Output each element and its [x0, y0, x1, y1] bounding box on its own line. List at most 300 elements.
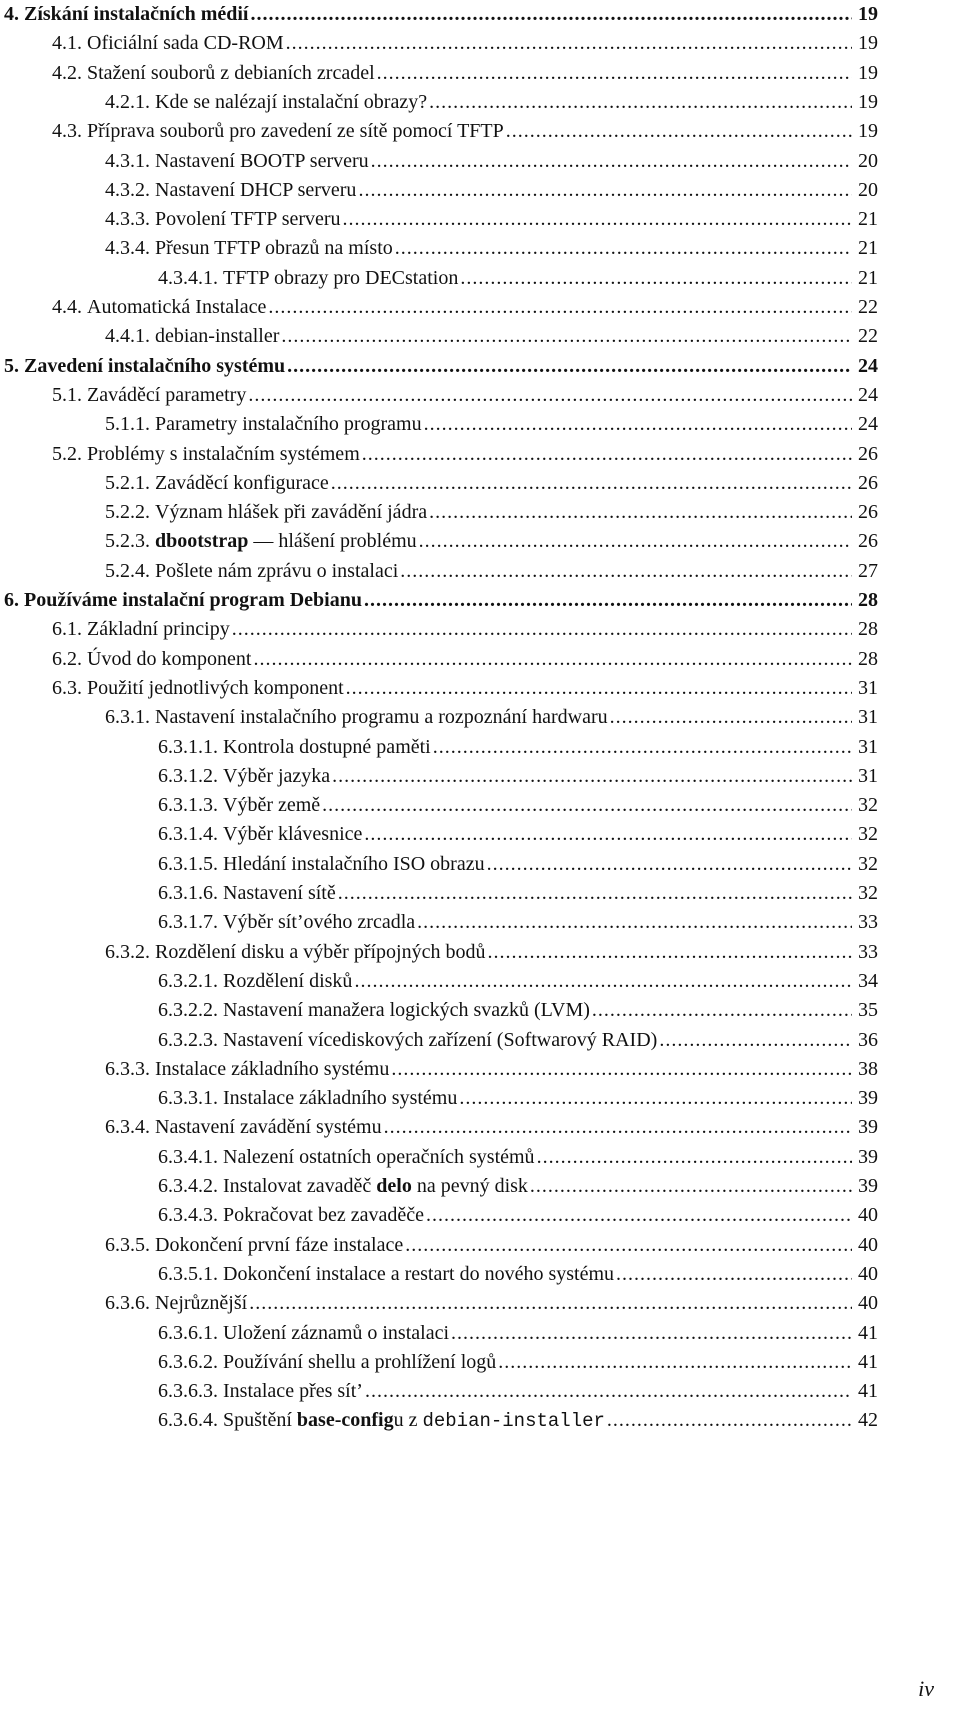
toc-entry[interactable]	[105, 469, 878, 497]
dot-leader	[487, 850, 852, 878]
toc-entry-title-part: Nastavení instalačního programu a rozpoznání hardwaru	[155, 706, 608, 729]
toc-entry[interactable]	[158, 879, 878, 907]
toc-entry[interactable]	[158, 908, 878, 936]
toc-entry-number: 6.3.1.2.	[158, 764, 218, 787]
toc-entry-title-part: Automatická Instalace	[87, 296, 267, 318]
toc-entry-title	[155, 527, 417, 555]
toc-entry-title	[223, 1172, 528, 1200]
toc-entry-page: 28	[858, 618, 878, 641]
toc-entry-title	[87, 29, 284, 57]
dot-leader	[592, 996, 852, 1024]
toc-entry-title-part: Výběr země	[223, 794, 321, 817]
dot-leader	[346, 674, 852, 702]
toc-entry-title-part: debian-installer	[155, 325, 280, 348]
toc-entry-number: 5.2.1.	[105, 471, 150, 494]
dot-leader	[384, 1113, 852, 1141]
dot-leader	[251, 0, 853, 28]
dot-leader	[338, 879, 852, 907]
toc-entry-title	[223, 908, 415, 936]
toc-entry-title-part: Parametry instalačního programu	[155, 413, 422, 436]
toc-entry-title-part: Význam hlášek při zavádění jádra	[155, 501, 428, 524]
toc-entry-title	[223, 1319, 449, 1347]
toc-entry[interactable]	[105, 205, 878, 233]
toc-entry[interactable]	[158, 820, 878, 848]
dot-leader	[459, 1084, 852, 1112]
toc-entry-title-part: Pošlete nám zprávu o instalaci	[155, 559, 399, 582]
toc-entry-page: 19	[858, 120, 878, 143]
toc-entry-title-part: Úvod do komponent	[87, 647, 252, 670]
toc-entry[interactable]	[4, 352, 878, 380]
dot-leader	[253, 645, 852, 673]
toc-entry-number: 6.3.2.3.	[158, 1028, 218, 1051]
toc-entry-page: 40	[858, 1292, 878, 1315]
toc-entry-title	[87, 381, 246, 409]
toc-entry-title	[24, 0, 249, 28]
dot-leader	[616, 1260, 852, 1288]
dot-leader	[358, 176, 852, 204]
toc-entry-number: 4.4.	[52, 296, 82, 318]
toc-entry-page: 38	[858, 1057, 878, 1080]
toc-entry-number: 6.3.1.7.	[158, 911, 218, 934]
toc-entry-page: 41	[858, 1321, 878, 1344]
toc-entry-page: 27	[858, 559, 878, 582]
toc-entry-title-part: Instalace základního systému	[155, 1057, 390, 1080]
dot-leader	[287, 352, 852, 380]
toc-entry-title-part: Příprava souborů pro zavedení ze sítě pomocí TFTP	[87, 120, 504, 143]
dot-leader	[354, 967, 852, 995]
toc-entry[interactable]	[105, 1231, 878, 1259]
toc-entry-page: 42	[858, 1409, 878, 1432]
toc-entry-title-part: Nastavení BOOTP serveru	[155, 149, 369, 172]
toc-entry-number: 5.1.1.	[105, 413, 150, 436]
toc-entry-title-part: Používáme instalační program Debianu	[24, 589, 362, 611]
toc-entry-number: 6.3.	[52, 676, 82, 699]
toc-entry-page: 39	[858, 1116, 878, 1139]
toc-entry-page: 19	[858, 61, 878, 84]
toc-entry-title	[155, 410, 422, 438]
dot-leader	[506, 117, 852, 145]
toc-entry-title-part: Nastavení sítě	[223, 882, 336, 904]
toc-entry[interactable]	[52, 674, 878, 702]
toc-entry-title	[87, 59, 375, 87]
toc-entry[interactable]	[158, 1084, 878, 1112]
toc-entry-number: 6.3.4.2.	[158, 1175, 218, 1197]
toc-entry-page: 22	[858, 325, 878, 348]
toc-entry-page: 31	[858, 706, 878, 729]
toc-entry-number: 6.3.1.1.	[158, 735, 218, 758]
toc-entry-title-part: Výběr klávesnice	[223, 823, 363, 846]
toc-entry-title	[87, 645, 251, 673]
toc-entry-page: 33	[858, 911, 878, 934]
dot-leader	[281, 322, 852, 350]
dot-leader	[429, 498, 852, 526]
toc-entry-number: 6.3.5.1.	[158, 1262, 218, 1285]
toc-entry-number: 6.3.1.5.	[158, 852, 218, 875]
toc-entry-title-part: TFTP obrazy pro DECstation	[223, 266, 459, 289]
toc-entry[interactable]	[105, 410, 878, 438]
toc-entry-number: 4.3.4.1.	[158, 266, 218, 289]
toc-entry-title	[155, 234, 393, 262]
toc-entry-title-part: Zaváděcí parametry	[87, 383, 247, 406]
dot-leader	[249, 1289, 852, 1317]
toc-entry-number: 6.3.4.1.	[158, 1145, 218, 1168]
toc-entry-page: 36	[858, 1028, 878, 1051]
dot-leader	[377, 59, 852, 87]
dot-leader	[371, 147, 852, 175]
toc-entry-page: 19	[858, 3, 878, 25]
toc-entry-title	[155, 147, 369, 175]
toc-entry-page: 31	[858, 676, 878, 699]
toc-entry-page: 31	[858, 735, 878, 758]
toc-entry-number: 5.2.4.	[105, 559, 150, 582]
toc-entry-title-part: Získání instalačních médií	[24, 3, 249, 25]
toc-entry-page: 33	[858, 940, 878, 963]
toc-entry-title	[87, 440, 360, 468]
toc-entry-number: 4.3.4.	[105, 237, 150, 260]
toc-entry-page: 21	[858, 266, 878, 289]
toc-entry-page: 21	[858, 208, 878, 231]
toc-entry-title	[155, 469, 329, 497]
toc-entry-number: 6.2.	[52, 647, 82, 670]
toc-entry[interactable]	[4, 586, 878, 614]
toc-entry-title-part: Rozdělení disku a výběr přípojných bodů	[155, 940, 486, 963]
toc-entry-page: 40	[858, 1262, 878, 1285]
toc-entry-page: 39	[858, 1145, 878, 1168]
toc-entry-title	[223, 1377, 363, 1405]
dot-leader	[362, 440, 852, 468]
toc-entry-title	[223, 967, 352, 995]
toc-entry-page: 32	[858, 823, 878, 846]
dot-leader	[417, 908, 852, 936]
toc-entry-page: 39	[858, 1175, 878, 1197]
dot-leader	[537, 1143, 852, 1171]
toc-entry-number: 6.3.2.2.	[158, 999, 218, 1022]
toc-entry-page: 21	[858, 237, 878, 260]
toc-entry-title	[223, 791, 320, 819]
toc-entry-title	[223, 1143, 535, 1171]
dot-leader	[364, 586, 852, 614]
toc-entry-title	[155, 1113, 382, 1141]
toc-entry[interactable]	[52, 59, 878, 87]
dot-leader	[498, 1348, 852, 1376]
dot-leader	[488, 938, 853, 966]
toc-entry-title-part: — hlášení problému	[248, 530, 417, 553]
toc-entry-title-part: debian-installer	[422, 1410, 605, 1433]
toc-entry-title	[87, 674, 344, 702]
toc-entry-page: 31	[858, 764, 878, 787]
toc-entry-number: 5.	[4, 354, 19, 377]
toc-entry-title	[24, 352, 285, 380]
toc-entry-title-part: Výběr sít’ového zrcadla	[223, 911, 416, 934]
toc-entry-title-part: Spuštění	[223, 1409, 297, 1432]
toc-entry-page: 32	[858, 794, 878, 817]
toc-entry-title-part: dbootstrap	[155, 530, 249, 553]
toc-entry-page: 26	[858, 471, 878, 494]
toc-entry-page: 40	[858, 1233, 878, 1256]
toc-entry-page: 26	[858, 501, 878, 524]
toc-entry[interactable]	[105, 1289, 878, 1317]
toc-entry-number: 5.2.3.	[105, 530, 150, 553]
toc-entry-title	[223, 1406, 605, 1435]
dot-leader	[405, 1231, 852, 1259]
toc-entry-number: 6.1.	[52, 618, 82, 641]
dot-leader	[322, 791, 852, 819]
toc-entry-title-part: na pevný disk	[411, 1175, 528, 1197]
dot-leader	[268, 293, 852, 321]
toc-entry-number: 5.1.	[52, 383, 82, 406]
toc-entry-number: 6.3.1.3.	[158, 794, 218, 817]
toc-entry-number: 5.2.	[52, 442, 82, 465]
toc-entry-title-part: Nastavení vícediskových zařízení (Softwarový RAID)	[223, 1028, 658, 1051]
toc-entry[interactable]	[158, 1260, 878, 1288]
toc-entry[interactable]	[158, 1201, 878, 1229]
toc-entry-title-part: Základní principy	[87, 618, 230, 641]
toc-entry-title-part: Dokončení první fáze instalace	[155, 1233, 404, 1256]
toc-entry[interactable]	[105, 88, 878, 116]
toc-entry-title	[223, 762, 330, 790]
toc-entry-title-part: Uložení záznamů o instalaci	[223, 1321, 450, 1344]
toc-entry-page: 20	[858, 178, 878, 201]
toc-entry[interactable]	[52, 381, 878, 409]
toc-entry-page: 19	[858, 90, 878, 113]
toc-entry-title	[155, 176, 356, 204]
toc-entry-title-part: Kde se nalézají instalační obrazy?	[155, 90, 428, 113]
page-number: iv	[918, 1676, 934, 1701]
toc-entry-number: 6.3.6.4.	[158, 1409, 218, 1432]
dot-leader	[460, 264, 852, 292]
toc-entry-title-part: Zavedení instalačního systému	[24, 354, 286, 377]
toc-entry-number: 4.2.1.	[105, 90, 150, 113]
toc-entry[interactable]	[158, 850, 878, 878]
toc-entry[interactable]	[52, 117, 878, 145]
toc-entry-title	[223, 1260, 614, 1288]
toc-entry[interactable]	[158, 1377, 878, 1405]
toc-entry-title	[155, 557, 398, 585]
toc-entry-title	[155, 1055, 389, 1083]
toc-entry-title-part: u z	[393, 1409, 423, 1432]
toc-entry-title-part: Zaváděcí konfigurace	[155, 471, 329, 494]
toc-entry[interactable]	[105, 938, 878, 966]
toc-entry-title-part: Výběr jazyka	[223, 764, 331, 787]
toc-entry-number: 6.3.2.1.	[158, 969, 218, 992]
dot-leader	[343, 205, 852, 233]
toc-entry-page: 39	[858, 1087, 878, 1110]
toc-entry-number: 6.3.3.1.	[158, 1087, 218, 1110]
toc-entry[interactable]	[52, 293, 878, 321]
toc-entry-title	[155, 498, 427, 526]
toc-entry-page: 35	[858, 999, 878, 1022]
dot-leader	[364, 820, 852, 848]
toc-entry-number: 6.	[4, 589, 19, 611]
toc-entry-number: 4.4.1.	[105, 325, 150, 348]
toc-entry-title-part: Stažení souborů z debianích zrcadel	[87, 61, 375, 84]
toc-entry-title	[223, 733, 431, 761]
toc-entry-title	[87, 293, 266, 321]
toc-entry-page: 20	[858, 149, 878, 172]
dot-leader	[419, 527, 852, 555]
toc-entry-title	[155, 1289, 247, 1317]
toc-entry[interactable]	[158, 762, 878, 790]
toc-entry-page: 26	[858, 530, 878, 553]
toc-entry-title-part: Kontrola dostupné paměti	[223, 735, 431, 758]
dot-leader	[391, 1055, 852, 1083]
toc-entry-number: 6.3.4.	[105, 1116, 150, 1139]
toc-entry-title	[155, 938, 486, 966]
toc-entry[interactable]	[158, 1406, 878, 1434]
toc-entry-page: 24	[858, 383, 878, 406]
toc-entry[interactable]	[105, 322, 878, 350]
toc-entry[interactable]	[105, 527, 878, 555]
toc-entry-number: 6.3.6.2.	[158, 1350, 218, 1373]
toc-entry-title-part: Instalace přes sít’	[223, 1380, 363, 1403]
toc-entry-title	[223, 1026, 657, 1054]
toc-entry-title-part: Nastavení zavádění systému	[155, 1116, 382, 1139]
toc-entry[interactable]	[52, 645, 878, 673]
toc-entry-page: 28	[858, 647, 878, 670]
toc-entry-number: 4.3.3.	[105, 208, 150, 231]
dot-leader	[365, 1377, 852, 1405]
toc-entry-title	[155, 703, 608, 731]
toc-entry-number: 4.2.	[52, 61, 82, 84]
toc-entry-number: 4.1.	[52, 32, 82, 55]
toc-entry-title	[87, 117, 504, 145]
toc-entry-page: 26	[858, 442, 878, 465]
dot-leader	[248, 381, 852, 409]
toc-entry[interactable]	[158, 1172, 878, 1200]
toc-entry-number: 4.3.1.	[105, 149, 150, 172]
toc-entry[interactable]	[105, 1113, 878, 1141]
toc-entry-number: 6.3.1.6.	[158, 882, 218, 904]
toc-entry-title	[223, 996, 590, 1024]
toc-entry-title	[24, 586, 362, 614]
toc-entry[interactable]	[158, 1143, 878, 1171]
toc-entry-number: 6.3.1.	[105, 706, 150, 729]
toc-entry-title	[155, 322, 279, 350]
toc-entry[interactable]	[105, 176, 878, 204]
toc-entry[interactable]	[158, 733, 878, 761]
toc-entry-title-part: Nejrůznější	[155, 1292, 248, 1315]
toc-entry-number: 6.3.6.3.	[158, 1380, 218, 1403]
toc-entry[interactable]	[52, 440, 878, 468]
dot-leader	[426, 1201, 852, 1229]
toc-entry-number: 6.3.5.	[105, 1233, 150, 1256]
toc-entry[interactable]	[4, 0, 878, 28]
toc-entry[interactable]	[158, 1026, 878, 1054]
dot-leader	[607, 1406, 852, 1434]
toc-entry[interactable]	[158, 1319, 878, 1347]
toc-entry-number: 4.	[4, 3, 19, 25]
toc-entry-number: 6.3.3.	[105, 1057, 150, 1080]
toc-entry-number: 6.3.6.1.	[158, 1321, 218, 1344]
toc-entry-title-part: Přesun TFTP obrazů na místo	[155, 237, 393, 260]
toc-entry-title-part: Instalace základního systému	[223, 1087, 458, 1110]
toc-entry-title-part: Nastavení manažera logických svazků (LVM)	[223, 999, 590, 1022]
dot-leader	[232, 615, 852, 643]
toc-entry-title	[223, 850, 485, 878]
toc-entry-title-part: Pokračovat bez zavaděče	[223, 1204, 424, 1227]
toc-entry-title-part: Používání shellu a prohlížení logů	[223, 1350, 497, 1373]
toc-entry-title-part: Hledání instalačního ISO obrazu	[223, 852, 485, 875]
toc-entry-page: 41	[858, 1350, 878, 1373]
toc-entry-page: 19	[858, 32, 878, 55]
toc-entry-page: 32	[858, 882, 878, 904]
toc-entry-page: 34	[858, 969, 878, 992]
dot-leader	[395, 234, 852, 262]
toc-entry-title	[155, 88, 427, 116]
toc-entry-title	[87, 615, 230, 643]
toc-entry-title	[223, 264, 458, 292]
toc-entry-title-part: Povolení TFTP serveru	[155, 208, 341, 231]
toc-entry[interactable]	[158, 967, 878, 995]
dot-leader	[429, 88, 852, 116]
toc-entry-page: 24	[858, 354, 878, 377]
toc-entry-title-part: Nalezení ostatních operačních systémů	[223, 1145, 535, 1168]
toc-entry[interactable]	[105, 557, 878, 585]
toc-entry-title-part: Nastavení DHCP serveru	[155, 178, 357, 201]
toc-entry-title	[155, 1231, 403, 1259]
dot-leader	[424, 410, 852, 438]
dot-leader	[332, 762, 852, 790]
dot-leader	[286, 29, 852, 57]
dot-leader	[530, 1172, 852, 1200]
toc-entry[interactable]	[158, 791, 878, 819]
toc-entry-title	[223, 1348, 496, 1376]
toc-entry[interactable]	[105, 1055, 878, 1083]
toc-entry-number: 4.3.	[52, 120, 82, 143]
toc-entry[interactable]	[52, 615, 878, 643]
toc-entry-title	[223, 879, 336, 907]
toc-entry[interactable]	[105, 147, 878, 175]
toc-entry[interactable]	[158, 264, 878, 292]
toc-entry-title	[223, 1084, 457, 1112]
toc-entry-title	[223, 820, 362, 848]
toc-entry-number: 6.3.6.	[105, 1292, 150, 1315]
toc-entry-page: 32	[858, 852, 878, 875]
toc-entry-title-part: Oficiální sada CD-ROM	[87, 32, 284, 55]
dot-leader	[433, 733, 852, 761]
toc-entry-number: 6.3.1.4.	[158, 823, 218, 846]
dot-leader	[610, 703, 852, 731]
toc-entry-number: 6.3.2.	[105, 940, 150, 963]
toc-entry[interactable]	[158, 996, 878, 1024]
toc-entry-title-part: Dokončení instalace a restart do nového systému	[223, 1262, 614, 1285]
toc-entry-title-part: Instalovat zavaděč	[223, 1175, 377, 1197]
toc-entry-title-part: Problémy s instalačním systémem	[87, 442, 360, 465]
toc-entry-title	[155, 205, 341, 233]
toc-entry-page: 40	[858, 1204, 878, 1227]
toc-entry-title-part: Rozdělení disků	[223, 969, 353, 992]
toc-entry[interactable]	[105, 234, 878, 262]
toc-entry-page: 28	[858, 589, 878, 611]
toc-entry-page: 22	[858, 296, 878, 318]
toc-entry-number: 6.3.4.3.	[158, 1204, 218, 1227]
toc-entry-title-part: delo	[376, 1175, 412, 1197]
toc-entry-page: 41	[858, 1380, 878, 1403]
toc-entry-title	[223, 1201, 424, 1229]
toc-entry[interactable]	[158, 1348, 878, 1376]
toc-entry[interactable]	[52, 29, 878, 57]
toc-entry-title-part: Použití jednotlivých komponent	[87, 676, 344, 699]
dot-leader	[451, 1319, 852, 1347]
toc-entry[interactable]	[105, 498, 878, 526]
toc-entry-title-part: base-config	[296, 1409, 394, 1432]
toc-entry-page: 24	[858, 413, 878, 436]
toc-entry[interactable]	[105, 703, 878, 731]
dot-leader	[331, 469, 852, 497]
dot-leader	[659, 1026, 852, 1054]
toc-entry-number: 5.2.2.	[105, 501, 150, 524]
dot-leader	[400, 557, 852, 585]
